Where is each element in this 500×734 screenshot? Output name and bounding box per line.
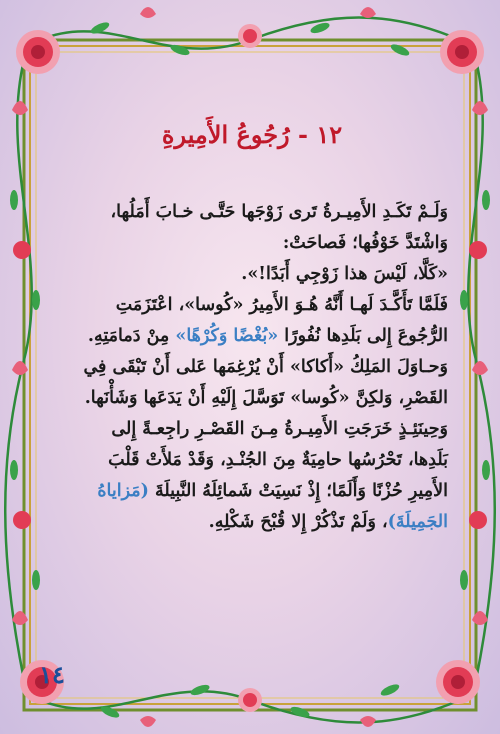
text-segment: وَحـاوَلَ المَلِكُ «أَكاكا» أَنْ يُرْغِمَها عَلى أَنْ تَبْقَى فِي <box>83 357 448 377</box>
text-line <box>56 290 448 321</box>
corner-rose-top-left <box>16 30 60 74</box>
text-line <box>56 259 448 290</box>
text-segment: وَحِينَئِـذٍ خَرَجَتِ الأَمِيـرةُ مِـنَ القَصْـرِ راجِعـةً إِلى <box>111 419 448 439</box>
text-line <box>56 352 448 383</box>
text-segment: مِنْ دَمامَتِهِ. <box>87 326 176 346</box>
text-segment: بَلَدِها، تَحْرُسُها حامِيَةٌ مِنَ الجُنْـدِ، وَقَدْ مَلأَتْ قَلْبَ <box>108 450 448 470</box>
text-segment: وَلَـمْ تَكَـدِ الأَمِيـرةُ تَرى زَوْجَها حَتَّـى خـابَ أَمَلُها، <box>110 202 448 222</box>
gloss-text: الجَمِيلَةَ) <box>387 512 448 532</box>
text-segment: وَاشْتَدَّ خَوْفُها؛ فَصاحَتْ: <box>282 233 448 253</box>
text-segment: القَصْرِ، وَلكِنَّ «كُوسا» تَوَسَّلَ إِلَيْهِ أَنْ يَدَعَها وَشَأْنَها. <box>84 388 448 408</box>
text-line <box>56 321 448 352</box>
text-segment: فَلَمَّا تَأَكَّـدَ لَهـا أَنَّهُ هُـوَ الأَمِيرُ «كُوسا»، اعْتَزَمَتِ <box>115 295 448 315</box>
text-line <box>56 476 448 507</box>
text-line <box>56 507 448 538</box>
chapter-title: ١٢ - رُجُوعُ الأَمِيرةِ <box>161 120 343 149</box>
text-line <box>56 197 448 228</box>
text-line <box>56 414 448 445</box>
text-segment: ، وَلَمْ تَذْكُرْ إِلا قُبْحَ شَكْلِهِ. <box>208 512 388 532</box>
gloss-text: (مَزاياهُ <box>97 481 149 501</box>
text-segment: «كَلَّا، لَيْسَ هذا زَوْجِي أَبَدًا!». <box>241 264 448 284</box>
text-line <box>56 228 448 259</box>
text-line <box>56 383 448 414</box>
text-segment: الرُّجُوعَ إِلى بَلَدِها نُفُورًا <box>278 326 448 346</box>
story-content <box>56 110 448 538</box>
text-line <box>56 445 448 476</box>
gloss-text: «بُغْضًا وَكُرْهًا» <box>175 326 279 346</box>
text-segment: الأَمِيرِ حُزْنًا وَأَلَمًا؛ إِذْ نَسِيَتْ شَمائِلَهُ النَّبِيلَةَ <box>148 481 448 501</box>
corner-rose-bottom-right <box>436 660 480 704</box>
page-number: ١٤ <box>39 660 65 689</box>
corner-rose-top-right <box>440 30 484 74</box>
